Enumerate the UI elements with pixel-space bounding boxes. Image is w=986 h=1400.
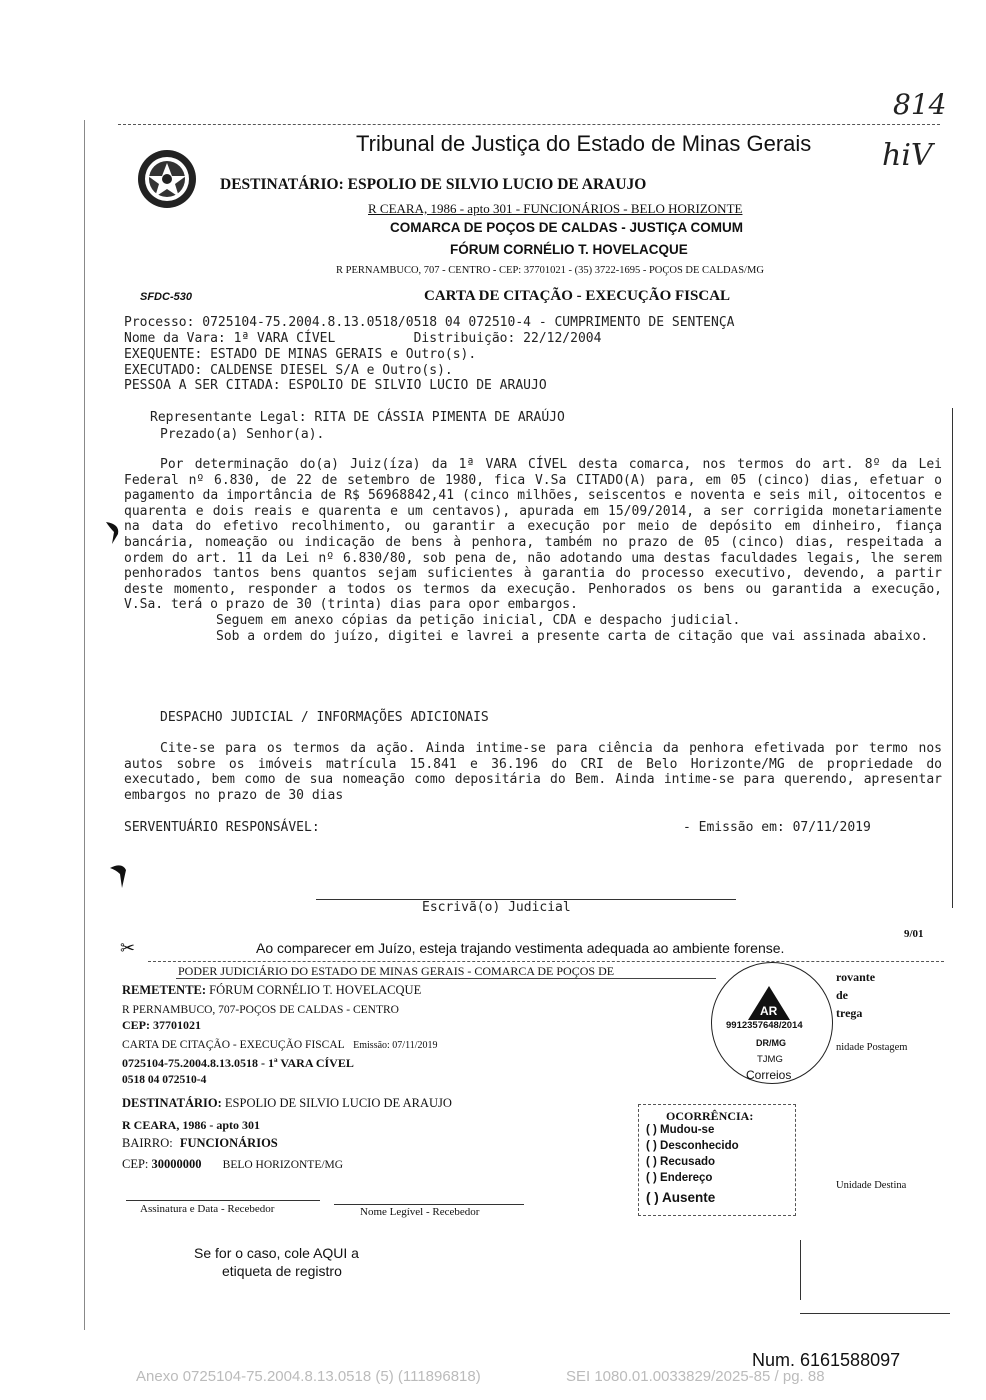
form-code: SFDC-530 [140,291,192,303]
case-vara: Nome da Vara: 1ª VARA CÍVEL Distribuição: 22/12/2004 [124,331,602,346]
coat-of-arms-icon [136,148,198,210]
left-margin-rule [84,120,85,1330]
arrow-mark-icon [104,520,122,546]
court-title: Tribunal de Justiça do Estado de Minas Gerais [356,131,812,156]
saudacao: Prezado(a) Senhor(a). [160,427,325,442]
document-number: Num. 6161588097 [752,1350,901,1370]
recipient-address: R CEARA, 1986 - apto 301 - FUNCIONÁRIOS - BELO HORIZONTE [368,201,743,216]
emissao-date: - Emissão em: 07/11/2019 [683,820,871,835]
recipient-line [220,176,646,194]
assinatura-label: Assinatura e Data - Recebedor [140,1203,275,1215]
nome-legivel-label: Nome Legível - Recebedor [360,1206,480,1218]
ar-code: 9912357648/2014 [726,1020,803,1031]
comprovante-2: de [836,988,848,1002]
comprovante-1: rovante [836,970,876,984]
letter-body [124,457,942,644]
unidade-destino: Unidade Destina [836,1180,907,1191]
dest-cep-value: 30000000 [151,1157,202,1171]
ocorrencia-title: OCORRÊNCIA: [666,1109,754,1123]
remetente-label: REMETENTE: [122,983,207,997]
ocorrencia-recusado: ( ) Recusado [646,1156,716,1168]
slip-bairro [122,1136,278,1151]
slip-cut-line [148,961,944,962]
ar-correios: Correios [746,1068,792,1082]
dest-name: ESPOLIO DE SILVIO LUCIO DE ARAUJO [224,1096,452,1110]
handwritten-page-number: 814 [893,88,947,121]
etiqueta-line-2: etiqueta de registro [222,1263,342,1279]
despacho-title: DESPACHO JUDICIAL / INFORMAÇÕES ADICIONAIS [160,710,489,725]
ocorrencia-ausente: ( ) Ausente [646,1190,716,1205]
slip-code: 9/01 [904,928,924,940]
cep-label: CEP: [122,1018,150,1032]
despacho-text: Cite-se para os termos da ação. Ainda intime-se para ciência da penhora efetivada por termo nos autos sobre os imóveis matrícula 15.841 e 36.196 do CRI de Belo Horizonte/MG de propriedade do executado, bem como de sua nomeação como depositária do Bem. Ainda intime-se para querendo, apresentar embargos no prazo de 30 dias [124,741,942,803]
remetente-name: FÓRUM CORNÉLIO T. HOVELACQUE [209,983,422,997]
right-margin-rule [952,408,953,908]
bairro-label: BAIRRO: [122,1136,173,1150]
ar-dr: DR/MG [756,1038,786,1048]
case-exequente: EXEQUENTE: ESTADO DE MINAS GERAIS e Outro(s). [124,347,477,362]
unidade-postagem: nidade Postagem [836,1042,908,1053]
serventuario-label: SERVENTUÁRIO RESPONSÁVEL: [124,820,320,835]
slip-carta-emissao: Emissão: 07/11/2019 [353,1040,438,1051]
slip-remetente [122,983,421,998]
forum-address: R PERNAMBUCO, 707 - CENTRO - CEP: 37701021 - (35) 3722-1695 - POÇOS DE CALDAS/MG [336,265,764,276]
comprovante-3: trega [836,1006,863,1020]
slip-carta-type: CARTA DE CITAÇÃO - EXECUÇÃO FISCAL [122,1039,345,1051]
escriva-label: Escrivã(o) Judicial [422,900,571,915]
ocorrencia-desconhecido: ( ) Desconhecido [646,1140,739,1152]
slip-remetente-address: R PERNAMBUCO, 707-POÇOS DE CALDAS - CENTRO [122,1004,399,1016]
case-executado: EXECUTADO: CALDENSE DIESEL S/A e Outro(s). [124,363,453,378]
scissors-icon: ✂ [120,938,136,959]
cep-value: 37701021 [153,1018,201,1032]
slip-dest-cep [122,1157,343,1172]
paragraph-ordem: Sob a ordem do juízo, digitei e lavrei a presente carta de citação que vai assinada abaixo. [216,628,929,644]
slip-poder-underline [176,978,716,979]
slip-cep [122,1018,201,1033]
case-pessoa: PESSOA A SER CITADA: ESPOLIO DE SILVIO LUCIO DE ARAUJO [124,378,547,393]
ar-tjmg: TJMG [757,1054,783,1065]
ocorrencia-endereco: ( ) Endereço [646,1172,713,1184]
dest-label: DESTINATÁRIO: [122,1096,222,1110]
document-title: CARTA DE CITAÇÃO - EXECUÇÃO FISCAL [424,288,731,304]
slip-carta [122,1039,438,1051]
top-dashed-rule [118,124,940,125]
slip-destinatario [122,1096,452,1111]
ocorrencia-mudou: ( ) Mudou-se [646,1124,715,1136]
etiqueta-line-1: Se for o caso, cole AQUI a [194,1245,359,1261]
nome-legivel-line [334,1204,524,1205]
ar-badge-text: AR [760,1004,778,1018]
assinatura-line [126,1200,320,1201]
comarca-title: COMARCA DE POÇOS DE CALDAS - JUSTIÇA COMUM [390,220,744,235]
corner-bracket-bottom [800,1313,950,1314]
forensic-notice: Ao comparecer em Juízo, esteja trajando vestimenta adequada ao ambiente forense. [256,940,785,956]
slip-numero: 0518 04 072510-4 [122,1074,207,1086]
paragraph-citacao: Por determinação do(a) Juiz(íza) da 1ª VARA CÍVEL desta comarca, nos termos do art. 8º da Lei Federal nº 6.830, de 22 de setembro de 1980, fica V.Sa CITADO(A) para, em 05 (cinco) dias, efetuar o pagamento da importância de R$ 56968842,41 (cinco milhões, seiscentos e noventa e seis mil, oitocentos e quarenta e dois reais e quarenta e um centavos), apurada em 15/09/2014, a ser corrigida monetariamente na data do efetivo recolhimento, ou garantir a execução por meio de depósito em dinheiro, fiança bancária, nomeação ou indicação de bens à penhora, também no prazo de 05 (cinco) dias, respeitada a ordem do art. 11 da Lei nº 6.830/80, sob pena de, não adotando uma destas faculdades legais, lhe serem penhorados tantos bens quantos sejam suficientes à garantia do processo executivo, devendo, a partir deste momento, responder a todos os termos da execução. Penhorados os bens ou garantida a execução, V.Sa. terá o prazo de 30 (trinta) dias para opor embargos. [124,457,942,613]
dest-cep-label: CEP: [122,1157,149,1171]
sei-stamp: SEI 1080.01.0033829/2025-85 / pg. 88 [566,1368,825,1385]
small-mark-icon [108,862,128,890]
corner-bracket-right [800,1240,801,1300]
anexo-stamp: Anexo 0725104-75.2004.8.13.0518 (5) (111896818) [136,1368,481,1385]
forum-title: FÓRUM CORNÉLIO T. HOVELACQUE [450,242,688,257]
case-processo: Processo: 0725104-75.2004.8.13.0518/0518 04 072510-4 - CUMPRIMENTO DE SENTENÇA [124,315,735,330]
recipient-label: DESTINATÁRIO: [220,176,344,193]
bairro-value: FUNCIONÁRIOS [179,1136,278,1150]
handwritten-initials: hiV [882,138,933,173]
representante-legal: Representante Legal: RITA DE CÁSSIA PIMENTA DE ARAÚJO [150,410,565,425]
slip-poder: PODER JUDICIÁRIO DO ESTADO DE MINAS GERAIS - COMARCA DE POÇOS DE [178,964,615,978]
paragraph-anexo: Seguem em anexo cópias da petição inicial, CDA e despacho judicial. [216,612,741,628]
slip-dest-address: R CEARA, 1986 - apto 301 [122,1118,260,1132]
dest-city: BELO HORIZONTE/MG [222,1159,344,1171]
slip-processo: 0725104-75.2004.8.13.0518 - 1ª VARA CÍVEL [122,1056,354,1070]
recipient-name: ESPOLIO DE SILVIO LUCIO DE ARAUJO [347,176,647,193]
